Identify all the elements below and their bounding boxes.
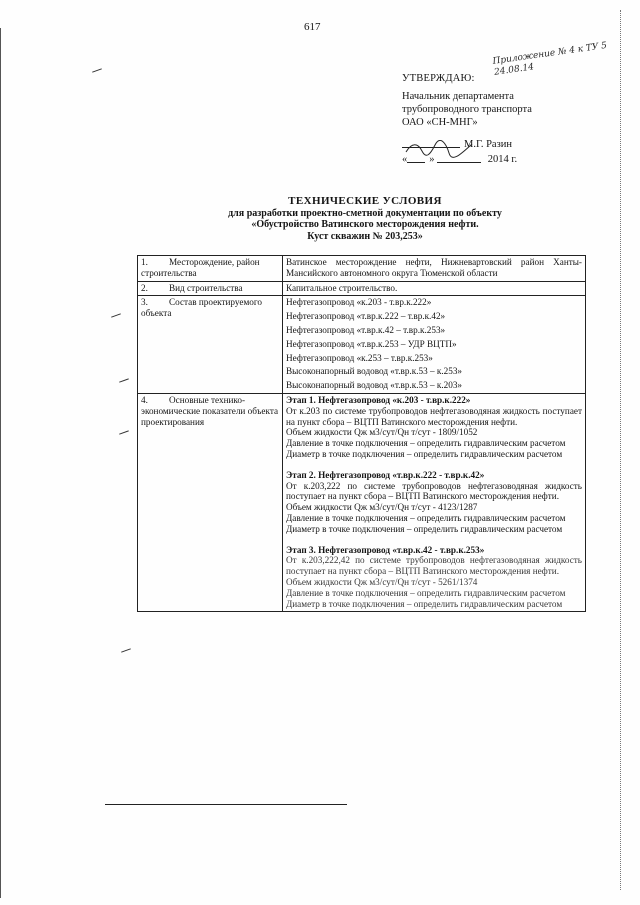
object-item: Нефтегазопровод «т.вр.к.222 – т.вр.к.42» xyxy=(286,311,446,322)
row-3-value xyxy=(283,296,586,394)
margin-mark xyxy=(92,68,102,72)
margin-mark xyxy=(121,648,131,652)
approval-position-line-1: Начальник департамента xyxy=(402,91,514,102)
stage-3-volume: Объем жидкости Qж м3/сут/Qн т/сут - 5261/1374 xyxy=(286,576,478,587)
stage-2-heading: Этап 2. Нефтегазопровод «т.вр.к.222 - т.вр.к.42» xyxy=(286,469,485,480)
stage-3-heading: Этап 3. Нефтегазопровод «т.вр.к.42 - т.вр.к.253» xyxy=(286,544,485,555)
date-year: 2014 г. xyxy=(485,154,518,165)
object-item: Нефтегазопровод «т.вр.к.42 – т.вр.к.253» xyxy=(286,324,446,335)
scan-edge-dots xyxy=(620,10,623,890)
row-1-value: Ватинское месторождение нефти, Нижневартовский район Ханты-Мансийского автономного округа Тюменской области xyxy=(283,256,586,282)
object-item: Высоконапорный водовод «т.вр.к.53 – к.253» xyxy=(286,366,463,377)
stage-1-volume: Объем жидкости Qж м3/сут/Qн т/сут - 1809/1052 xyxy=(286,427,478,438)
object-item: Высоконапорный водовод «т.вр.к.53 – к.203» xyxy=(286,380,463,391)
specifications-table xyxy=(137,255,586,612)
stage-3-pressure: Давление в точке подключения – определить гидравлическим расчетом xyxy=(286,587,566,598)
stage-3-diameter: Диаметр в точке подключения – определить гидравлическим расчетом xyxy=(286,598,563,609)
object-item: Нефтегазопровод «к.253 – т.вр.к.253» xyxy=(286,352,433,363)
stage-1-heading: Этап 1. Нефтегазопровод «к.203 - т.вр.к.222» xyxy=(286,394,471,405)
document-title xyxy=(202,196,528,242)
row-1-label: 1. Месторождение, район строительства xyxy=(138,256,283,282)
stage-1-text: От к.203 по системе трубопроводов нефтегазоводяная жидкость поступает на пункт сбора – ВЦТП Ватинского месторождения нефти. xyxy=(286,405,582,427)
date-close-quote: » xyxy=(429,154,438,165)
page-number: 617 xyxy=(304,21,321,33)
title-line-2: для разработки проектно-сметной документации по объекту xyxy=(228,207,502,219)
object-item: Нефтегазопровод «к.203 - т.вр.к.222» xyxy=(286,297,432,308)
stage-1-diameter: Диаметр в точке подключения – определить гидравлическим расчетом xyxy=(286,448,563,459)
date-open-quote: « xyxy=(402,154,408,165)
handwritten-signature xyxy=(404,140,474,158)
margin-mark xyxy=(119,430,129,434)
stage-2-text: От к.203,222 по системе трубопроводов нефтегазоводяная жидкость поступает на пункт сбора – ВЦТП Ватинского месторождения нефти. xyxy=(286,480,582,502)
margin-mark xyxy=(111,313,121,317)
table-row xyxy=(138,256,586,282)
scan-edge-line xyxy=(0,28,1,898)
approval-position-line-2: трубопроводного транспорта xyxy=(402,104,532,115)
stage-2-diameter: Диаметр в точке подключения – определить гидравлическим расчетом xyxy=(286,523,563,534)
table-row xyxy=(138,281,586,296)
stage-3-text: От к.203,222,42 по системе трубопроводов нефтегазоводяная жидкость поступает на пункт сбора – ВЦТП Ватинского месторождения нефти. xyxy=(286,555,582,577)
stage-1-pressure: Давление в точке подключения – определить гидравлическим расчетом xyxy=(286,438,566,449)
footnote-separator xyxy=(105,804,347,805)
margin-mark xyxy=(119,378,129,382)
table-row xyxy=(138,393,586,611)
object-item: Нефтегазопровод «т.вр.к.253 – УДР ВЦТП» xyxy=(286,338,457,349)
approval-company: ОАО «СН-МНГ» xyxy=(402,117,478,128)
row-2-label: 2. Вид строительства xyxy=(138,281,283,296)
title-line-4: Куст скважин № 203,253» xyxy=(307,230,423,242)
title-main: ТЕХНИЧЕСКИЕ УСЛОВИЯ xyxy=(288,195,442,207)
approval-title: УТВЕРЖДАЮ: xyxy=(402,73,475,84)
row-4-label: 4. Основные технико-экономические показатели объекта проектирования xyxy=(138,393,283,611)
row-2-value: Капитальное строительство. xyxy=(283,281,586,296)
row-3-label: 3. Состав проектируемого объекта xyxy=(138,296,283,394)
table-row xyxy=(138,296,586,394)
title-line-3: «Обустройство Ватинского месторождения нефти. xyxy=(251,219,479,230)
stage-2-volume: Объем жидкости Qж м3/сут/Qн т/сут - 4123/1287 xyxy=(286,502,478,513)
handwritten-note: Приложение № 4 к ТУ 5 24.08.14 xyxy=(492,40,608,78)
approval-name: М.Г. Разин xyxy=(464,139,512,150)
stage-2-pressure: Давление в точке подключения – определить гидравлическим расчетом xyxy=(286,512,566,523)
row-4-value xyxy=(283,393,586,611)
